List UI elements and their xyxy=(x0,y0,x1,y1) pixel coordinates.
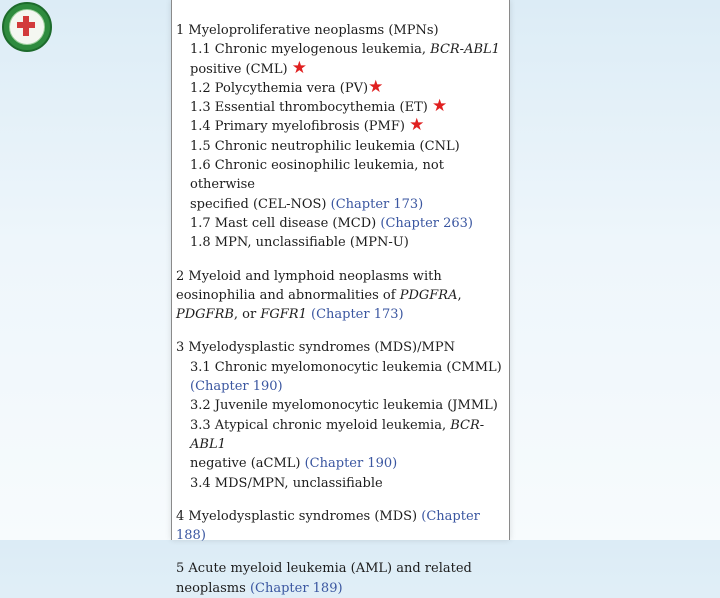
chapter-reference: (Chapter 189) xyxy=(249,580,343,596)
list-item xyxy=(190,57,505,79)
star-icon: ★ xyxy=(291,57,307,78)
list-item xyxy=(190,454,505,473)
list-item xyxy=(190,416,505,455)
section-title-continued: PDGFRB, or FGFR1 (Chapter 173) xyxy=(176,307,404,323)
item-text: specified (CEL-NOS) xyxy=(190,196,331,212)
list-item xyxy=(190,377,505,396)
star-icon: ★ xyxy=(368,76,384,97)
list-item xyxy=(190,117,505,136)
list-item: 3.1 Chronic myelomonocytic leukemia (CMML) xyxy=(190,359,502,375)
list-item: 3.2 Juvenile myelomonocytic leukemia (JMML) xyxy=(190,398,498,414)
list-item: 3.4 MDS/MPN, unclassifiable xyxy=(190,475,383,491)
list-item: 1.5 Chronic neutrophilic leukemia (CNL) xyxy=(190,138,460,154)
hospital-seal-icon xyxy=(2,2,52,52)
section-mds-mpn xyxy=(176,338,505,492)
section-title: 2 Myeloid and lymphoid neoplasms with xyxy=(176,268,442,284)
item-text: 3.3 Atypical chronic myeloid leukemia, xyxy=(190,417,451,433)
gene-name: FGFR1 xyxy=(260,307,307,323)
classification-sheet xyxy=(171,0,510,596)
section-myeloid-lymphoid xyxy=(176,267,505,325)
item-text: 1.7 Mast cell disease (MCD) xyxy=(190,215,381,231)
chapter-reference: (Chapter 173) xyxy=(330,196,424,212)
section-mpn xyxy=(176,21,505,253)
gene-name: BCR-ABL1 xyxy=(190,417,485,452)
list-item xyxy=(190,40,505,59)
item-text: 1.1 Chronic myelogenous leukemia, xyxy=(190,42,431,58)
star-icon: ★ xyxy=(431,96,448,117)
list-item xyxy=(190,98,505,117)
item-text: 1.3 Essential thrombocythemia (ET) xyxy=(190,100,428,116)
section-title: 5 Acute myeloid leukemia (AML) and related xyxy=(176,561,472,577)
chapter-reference: (Chapter 173) xyxy=(306,307,404,323)
item-text: 1.2 Polycythemia vera (PV) xyxy=(190,80,369,96)
star-icon: ★ xyxy=(409,115,425,136)
gene-name: BCR-ABL1 xyxy=(430,42,500,58)
item-text: positive (CML) xyxy=(190,61,288,77)
seal-cross-horizontal xyxy=(17,22,35,28)
item-text: 1.4 Primary myelofibrosis (PMF) xyxy=(190,119,405,135)
gene-name: PDGFRB xyxy=(176,307,234,323)
classification-list xyxy=(176,21,505,598)
list-item xyxy=(190,195,505,214)
section-title-continued: neoplasms (Chapter 189) xyxy=(176,580,343,596)
section-title-continued: eosinophilia and abnormalities of PDGFRA, xyxy=(176,287,462,303)
list-item: 1.6 Chronic eosinophilic leukemia, not otherwise xyxy=(190,158,444,193)
list-item xyxy=(190,214,505,233)
gene-name: PDGFRA xyxy=(399,287,458,303)
chapter-reference: (Chapter 190) xyxy=(190,379,283,395)
section-title: 3 Myelodysplastic syndromes (MDS)/MPN xyxy=(176,340,455,356)
list-item xyxy=(190,76,505,98)
section-title: 4 Myelodysplastic syndromes (MDS) (Chapter 188) xyxy=(176,508,480,544)
chapter-reference: (Chapter 190) xyxy=(304,456,398,472)
section-title: 1 Myeloproliferative neoplasms (MPNs) xyxy=(176,23,439,38)
list-item: 1.8 MPN, unclassifiable (MPN-U) xyxy=(190,235,409,251)
chapter-reference: (Chapter 263) xyxy=(380,215,473,231)
section-aml xyxy=(176,559,505,598)
item-text: negative (aCML) xyxy=(190,456,305,472)
chapter-reference: (Chapter 188) xyxy=(176,508,480,544)
